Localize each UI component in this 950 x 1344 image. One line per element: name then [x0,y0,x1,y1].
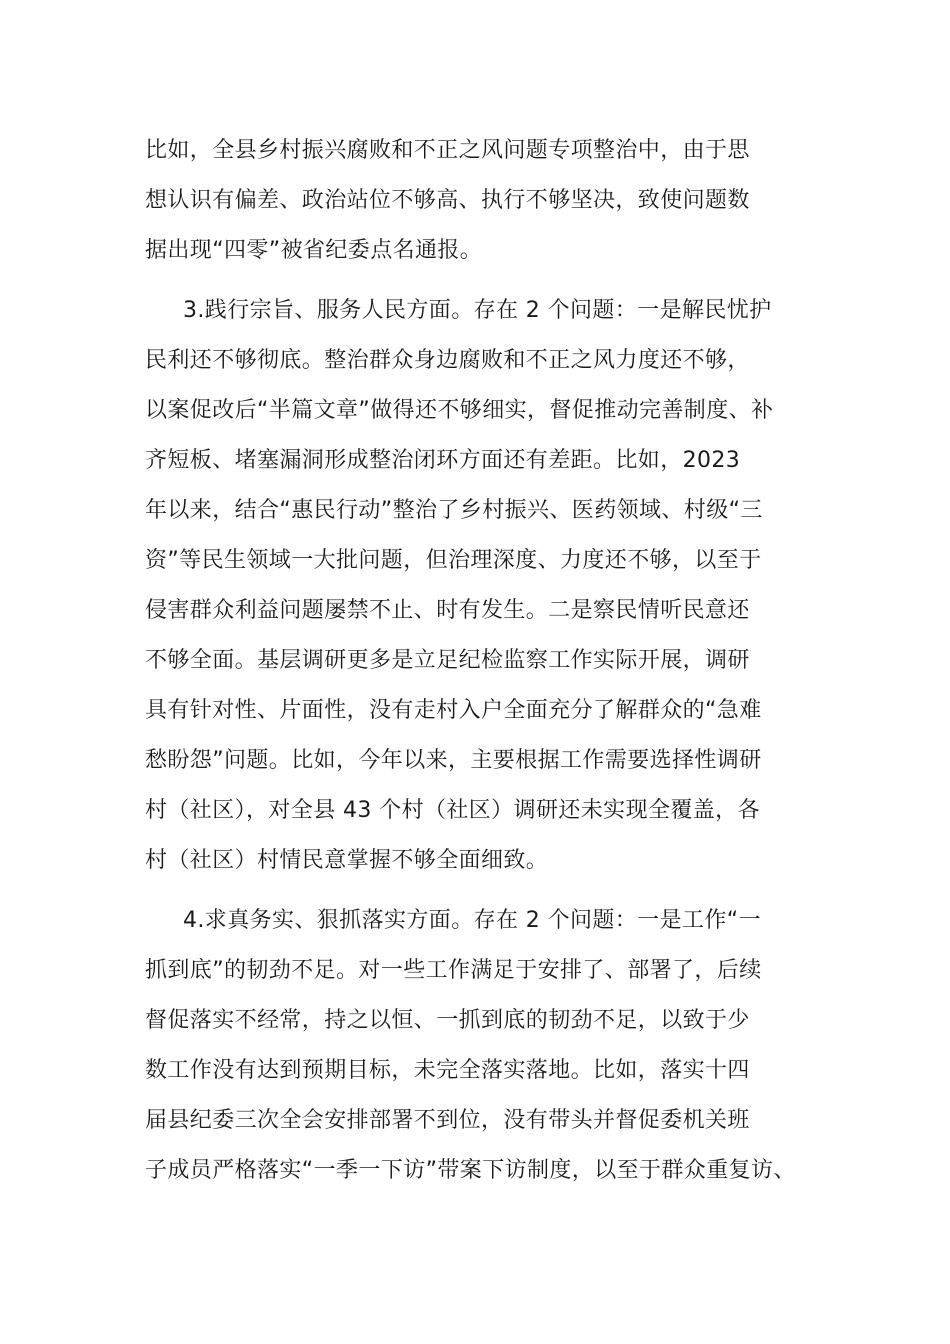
paragraph-line: 不够全面。基层调研更多是立足纪检监察工作实际开展，调研 [145,648,750,673]
section-heading-line: 4.求真务实、狠抓落实方面。存在 2 个问题：一是工作“一 [183,908,761,933]
paragraph-line: 具有针对性、片面性，没有走村入户全面充分了解群众的“急难 [145,698,762,723]
paragraph-line: 侵害群众利益问题屡禁不止、时有发生。二是察民情听民意还 [145,598,750,623]
paragraph-line: 愁盼怨”问题。比如，今年以来，主要根据工作需要选择性调研 [145,748,762,773]
paragraph-line: 想认识有偏差、政治站位不够高、执行不够坚决，致使问题数 [145,188,750,213]
paragraph-line: 数工作没有达到预期目标，未完全落实落地。比如，落实十四 [145,1058,750,1083]
paragraph-line: 据出现“四零”被省纪委点名通报。 [145,238,483,263]
paragraph-line: 民利还不够彻底。整治群众身边腐败和不正之风力度还不够， [145,348,750,373]
section-heading-line: 3.践行宗旨、服务人民方面。存在 2 个问题：一是解民忧护 [183,298,772,323]
paragraph-line: 以案促改后“半篇文章”做得还不够细实，督促推动完善制度、补 [145,398,774,423]
paragraph-line: 届县纪委三次全会安排部署不到位，没有带头并督促委机关班 [145,1108,750,1133]
paragraph-line: 齐短板、堵塞漏洞形成整治闭环方面还有差距。比如，2023 [145,448,741,473]
paragraph-line: 资”等民生领域一大批问题，但治理深度、力度还不够，以至于 [145,548,762,573]
paragraph-line: 抓到底”的韧劲不足。对一些工作满足于安排了、部署了，后续 [145,958,762,983]
paragraph-line: 督促落实不经常，持之以恒、一抓到底的韧劲不足，以致于少 [145,1008,750,1033]
paragraph-line: 比如，全县乡村振兴腐败和不正之风问题专项整治中，由于思 [145,138,750,163]
paragraph-line: 子成员严格落实“一季一下访”带案下访制度，以至于群众重复访、 [145,1158,796,1183]
paragraph-line: 年以来，结合“惠民行动”整治了乡村振兴、医药领域、村级“三 [145,498,763,523]
paragraph-line: 村（社区）村情民意掌握不够全面细致。 [145,848,549,873]
paragraph-line: 村（社区），对全县 43 个村（社区）调研还未实现全覆盖，各 [145,798,760,823]
